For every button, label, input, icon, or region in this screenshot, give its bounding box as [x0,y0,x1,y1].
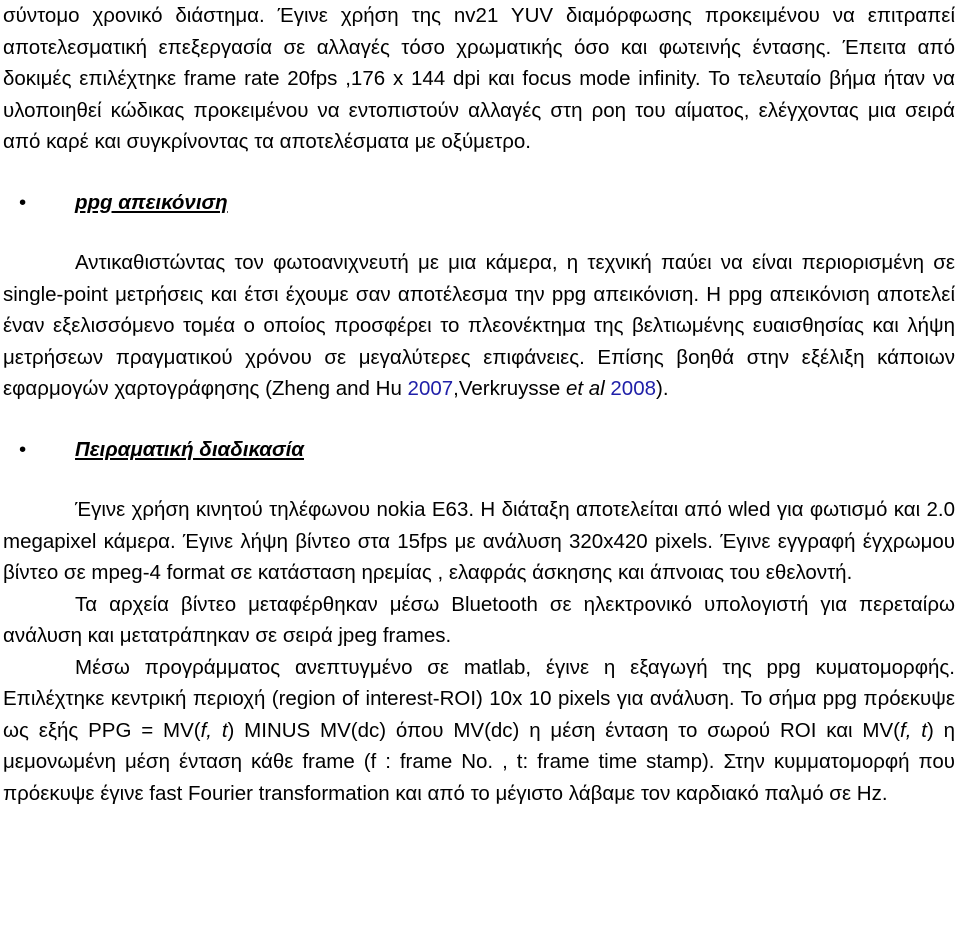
section-heading-experimental-procedure [3,434,955,466]
paragraph-text: Μέσω προγράμματος ανεπτυγμένο σε matlab, έγινε η εξαγωγή της ppg κυματομορφής. Επιλέχτηκε κεντρική περιοχή (region of interest-ROI) 10x 10 pixels για ανάλυση. Το σήμα ppg πρόεκυψε ως εξής PPG = MV( [3,655,955,742]
section-heading-text: ppg απεικόνιση [75,190,228,214]
intro-paragraph: σύντομο χρονικό διάστημα. Έγινε χρήση της nv21 YUV διαμόρφωσης προκειμένου να επιτραπεί αποτελεσματική επεξεργασία σε αλλαγές τόσο χρωματικής όσο και φωτεινής έντασης. Έπειτα από δοκιμές επιλέχτηκε frame rate 20fps ,176 x 144 dpi και focus mode infinity. Το τελευταίο βήμα ήταν να υλοποιηθεί κώδικας προκειμένου να εντοπιστούν αλλαγές στη ροη του αίματος, ελέγχοντας μια σειρά από καρέ και συγκρίνοντας τα αποτελέσματα με οξύμετρο. [3,4,955,153]
formula-variable: f, t [900,718,927,742]
paragraph-text: ). [656,377,669,400]
bullet-icon: • [19,190,27,214]
paragraph-text: ,Verkruysse [453,377,566,400]
section-heading-ppg-imaging [3,187,955,219]
procedure-paragraph-1: Έγινε χρήση κινητού τηλέφωνου nokia E63. Η διάταξη αποτελείται από wled για φωτισμό και 2.0 megapixel κάμερα. Έγινε λήψη βίντεο στα 15fps με ανάλυση 320x420 pixels. Έγινε εγγραφή έγχρωμου βίντεο σε mpeg-4 format σε κατάσταση ηρεμίας , ελαφράς άσκησης και άπνοιας του εθελοντή. [3,498,955,584]
paragraph-text: ) MINUS MV(dc) όπου MV(dc) η μέση ένταση το σωρού ROI και MV( [227,718,901,742]
citation-link-2008[interactable]: 2008 [610,377,657,400]
formula-variable: f, t [200,718,228,742]
bullet-icon: • [19,437,27,461]
et-al-text: et al [565,377,605,400]
section-heading-text: Πειραματική διαδικασία [75,437,304,461]
paragraph-text: ) η μεμονωμένη μέση ένταση κάθε frame (f : frame No. , t: frame time stamp). Στην κυμματομορφή που πρόεκυψε έγινε fast Fourier transformation και από το μέγιστο λάβαμε τον καρδιακό παλμό σε Hz. [3,718,955,805]
citation-link-2007[interactable]: 2007 [407,377,454,400]
ppg-imaging-paragraph [3,247,955,405]
procedure-paragraph-2: Τα αρχεία βίντεο μεταφέρθηκαν μέσω Bluetooth σε ηλεκτρονικό υπολογιστή για περεταίρω ανάλυση και μετατράπηκαν σε σειρά jpeg frames. [3,592,955,647]
paragraph-text: Αντικαθιστώντας τον φωτοανιχνευτή με μια κάμερα, η τεχνική παύει να είναι περιορισμένη σε single-point μετρήσεις και έτσι έχουμε σαν αποτέλεσμα την ppg απεικόνιση. Η ppg απεικόνιση αποτελεί έναν εξελισσόμενο τομέα ο οποίος προσφέρει το πλεονέκτημα της βελτιωμένης ευαισθησίας και λήψη μετρήσεων πραγματικού χρόνου σε μεγαλύτερες επιφάνειες. Επίσης βοηθά στην εξέλιξη κάποιων εφαρμογών χαρτογράφησης (Zheng and Hu [3,251,955,400]
procedure-paragraph-3 [3,652,955,810]
